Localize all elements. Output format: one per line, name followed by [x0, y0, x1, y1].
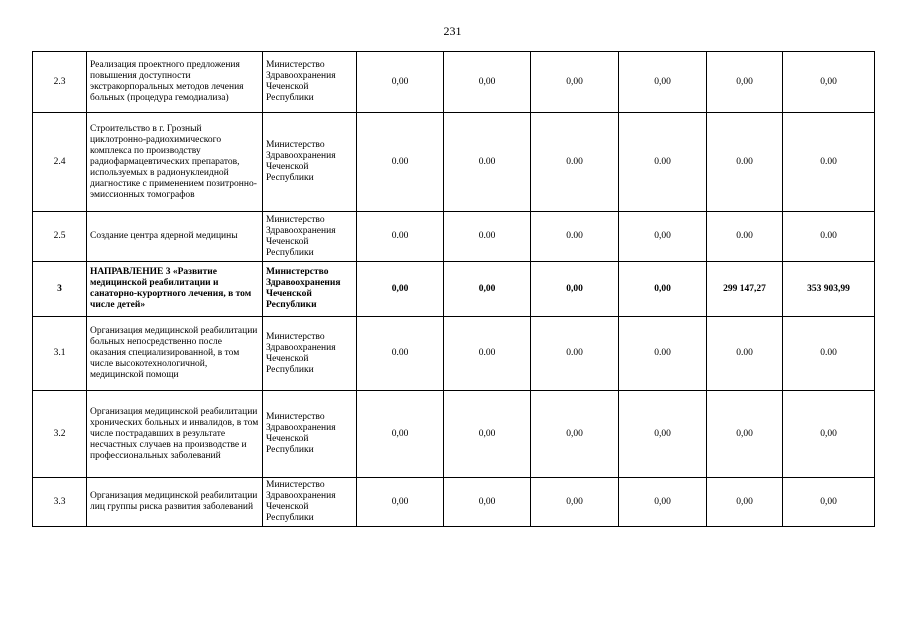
row-value: 0.00 [783, 113, 875, 212]
row-organization: Министерство Здравоохранения Чеченской Республики [263, 113, 357, 212]
row-value: 0,00 [783, 478, 875, 527]
table-row [33, 317, 875, 391]
row-value: 0.00 [444, 317, 531, 391]
row-organization: Министерство Здравоохранения Чеченской Республики [263, 212, 357, 262]
row-value: 0.00 [619, 317, 707, 391]
row-number: 3.1 [33, 317, 87, 391]
row-value: 0,00 [619, 262, 707, 317]
row-name: Создание центра ядерной медицины [87, 212, 263, 262]
row-value: 0,00 [619, 478, 707, 527]
row-value: 0,00 [357, 52, 444, 113]
row-name: Организация медицинской реабилитации лиц группы риска развития заболеваний [87, 478, 263, 527]
row-value: 0,00 [707, 391, 783, 478]
row-organization: Министерство Здравоохранения Чеченской Республики [263, 52, 357, 113]
row-value: 0.00 [531, 113, 619, 212]
row-number: 3.3 [33, 478, 87, 527]
row-value: 299 147,27 [707, 262, 783, 317]
row-name: Строительство в г. Грозный циклотронно-радиохимического комплекса по производству радиофармацевтических препаратов, используемых в радионуклеидной диагностике с применением позитронно-эмиссионных томографов [87, 113, 263, 212]
row-value: 0,00 [444, 262, 531, 317]
row-number: 3.2 [33, 391, 87, 478]
row-organization: Министерство Здравоохранения Чеченской Республики [263, 317, 357, 391]
row-value: 0.00 [531, 317, 619, 391]
row-name: Реализация проектного предложения повышения доступности экстракорпоральных методов лечения больных (процедура гемодиализа) [87, 52, 263, 113]
row-value: 0,00 [783, 52, 875, 113]
row-value: 0.00 [444, 212, 531, 262]
row-name: Организация медицинской реабилитации хронических больных и инвалидов, в том числе пострадавших в результате несчастных случаев на производстве и профессиональных заболеваний [87, 391, 263, 478]
table-row [33, 52, 875, 113]
row-value: 0,00 [357, 478, 444, 527]
row-value: 0.00 [357, 317, 444, 391]
row-value: 0,00 [444, 391, 531, 478]
row-value: 0,00 [357, 391, 444, 478]
row-value: 0,00 [619, 212, 707, 262]
row-organization: Министерство Здравоохранения Чеченской Республики [263, 391, 357, 478]
budget-table [32, 51, 875, 527]
row-value: 0,00 [707, 478, 783, 527]
row-value: 0.00 [619, 113, 707, 212]
row-value: 0.00 [707, 113, 783, 212]
row-value: 0,00 [531, 478, 619, 527]
row-number: 2.4 [33, 113, 87, 212]
row-name: НАПРАВЛЕНИЕ 3 «Развитие медицинской реабилитации и санаторно-курортного лечения, в том числе детей» [87, 262, 263, 317]
row-number: 3 [33, 262, 87, 317]
row-value: 0,00 [531, 52, 619, 113]
row-value: 0.00 [783, 317, 875, 391]
row-name: Организация медицинской реабилитации больных непосредственно после оказания специализированной, в том числе высокотехнологичной, медицинской помощи [87, 317, 263, 391]
row-number: 2.5 [33, 212, 87, 262]
row-value: 0,00 [619, 391, 707, 478]
row-value: 0.00 [531, 212, 619, 262]
row-organization: Министерство Здравоохранения Чеченской Республики [263, 262, 357, 317]
row-value: 0,00 [444, 52, 531, 113]
row-value: 0.00 [783, 212, 875, 262]
row-number: 2.3 [33, 52, 87, 113]
row-value: 0.00 [707, 212, 783, 262]
row-value: 0.00 [444, 113, 531, 212]
table-row [33, 113, 875, 212]
row-value: 0,00 [619, 52, 707, 113]
row-organization: Министерство Здравоохранения Чеченской Республики [263, 478, 357, 527]
page-number: 231 [443, 24, 462, 38]
table-row [33, 262, 875, 317]
row-value: 0,00 [531, 262, 619, 317]
row-value: 353 903,99 [783, 262, 875, 317]
row-value: 0.00 [357, 113, 444, 212]
table-row [33, 212, 875, 262]
row-value: 0,00 [444, 478, 531, 527]
row-value: 0,00 [357, 262, 444, 317]
table-row [33, 478, 875, 527]
row-value: 0,00 [783, 391, 875, 478]
row-value: 0,00 [531, 391, 619, 478]
row-value: 0.00 [357, 212, 444, 262]
row-value: 0,00 [707, 52, 783, 113]
row-value: 0.00 [707, 317, 783, 391]
table-row [33, 391, 875, 478]
